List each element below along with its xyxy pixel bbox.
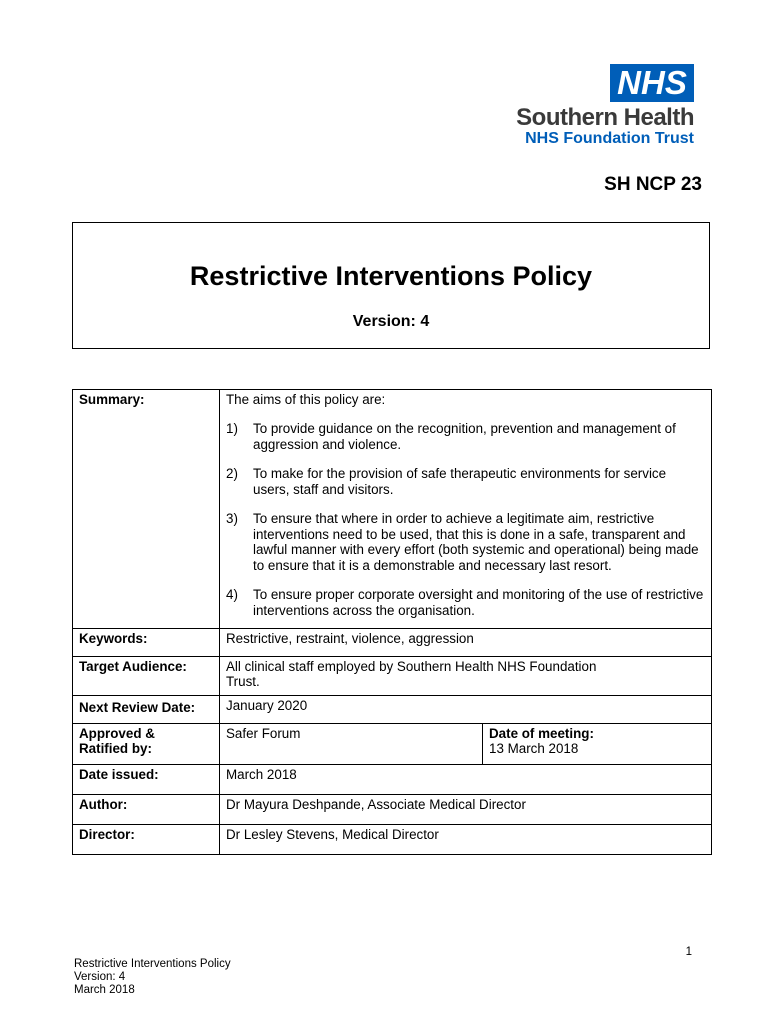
director-label: Director:: [73, 825, 220, 854]
audience-value: All clinical staff employed by Southern Health NHS Foundation Trust.: [226, 659, 597, 689]
summary-intro: The aims of this policy are:: [226, 392, 386, 407]
approved-label: Approved & Ratified by:: [73, 724, 220, 764]
keywords-value: Restrictive, restraint, violence, aggression: [226, 631, 474, 646]
review-row: [72, 695, 712, 723]
footer-title: Restrictive Interventions Policy: [74, 958, 231, 970]
aim-item: 1) To provide guidance on the recognition, prevention and management of aggression and violence.: [226, 421, 676, 452]
document-title: Restrictive Interventions Policy: [189, 261, 593, 291]
meeting-value: 13 March 2018: [489, 741, 579, 756]
director-row: [72, 824, 712, 855]
keywords-label: Keywords:: [73, 629, 220, 656]
organisation-trust: NHS Foundation Trust: [525, 130, 694, 147]
issued-label: Date issued:: [73, 765, 220, 794]
document-reference: SH NCP 23: [604, 174, 702, 195]
audience-label: Target Audience:: [73, 657, 220, 695]
summary-label: Summary:: [73, 390, 220, 628]
summary-row: [72, 389, 712, 628]
author-row: [72, 794, 712, 824]
meeting-cell: [483, 724, 711, 764]
policy-info-table: [72, 389, 712, 855]
review-label: Next Review Date:: [73, 696, 220, 723]
author-value: Dr Mayura Deshpande, Associate Medical Director: [226, 797, 526, 812]
approved-value: Safer Forum: [220, 724, 483, 764]
audience-row: [72, 656, 712, 695]
issued-row: [72, 764, 712, 794]
approved-row: [72, 723, 712, 764]
document-version: Version: 4: [352, 313, 430, 330]
footer-date: March 2018: [74, 984, 135, 996]
keywords-row: [72, 628, 712, 656]
director-value: Dr Lesley Stevens, Medical Director: [226, 827, 439, 842]
organisation-name: Southern Health: [516, 104, 694, 131]
review-value: January 2020: [226, 698, 308, 713]
aim-item: 2) To make for the provision of safe therapeutic environments for service users, staff and visitors.: [226, 466, 667, 497]
summary-value: [220, 390, 711, 628]
page-number: 1: [685, 946, 692, 958]
nhs-logo: [494, 64, 694, 146]
meeting-label: Date of meeting:: [489, 726, 594, 741]
aim-item: 3) To ensure that where in order to achieve a legitimate aim, restrictive interventions need to be used, that this is done in a safe, transparent and lawful manner with every effort (both systemic and operational) being made to ensure that it is a demonstrable and necessary last resort.: [226, 511, 699, 573]
title-box: [72, 222, 710, 349]
issued-value: March 2018: [226, 767, 297, 782]
author-label: Author:: [73, 795, 220, 824]
footer-version: Version: 4: [74, 971, 126, 983]
nhs-logo-mark: NHS: [610, 64, 694, 102]
aim-item: 4) To ensure proper corporate oversight and monitoring of the use of restrictive interventions across the organisation.: [226, 587, 704, 618]
footer: [74, 958, 231, 997]
